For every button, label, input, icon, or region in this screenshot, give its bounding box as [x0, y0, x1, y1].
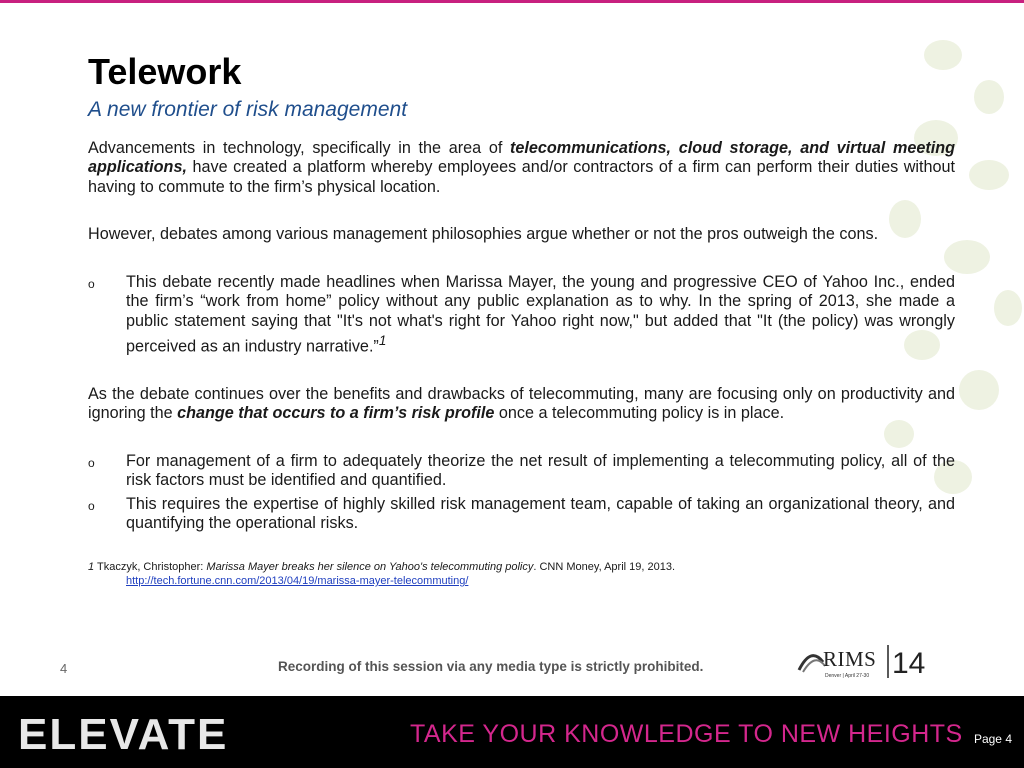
bullet-expertise: o This requires the expertise of highly skilled risk management team, capable of taking an organizational theory, and quantifying the operational risks.: [88, 494, 955, 533]
footer-page-label: Page 4: [973, 732, 1012, 746]
logo-name: RIMS: [823, 647, 877, 671]
paragraph-debate: However, debates among various management philosophies argue whether or not the pros outweigh the cons.: [88, 225, 879, 244]
paragraph-risk-profile: As the debate continues over the benefits and drawbacks of telecommuting, many are focusing only on productivity and ignoring the change that occurs to a firm’s risk profile once a telecommuting policy is in place.: [88, 384, 955, 423]
bullet-marker: o: [88, 455, 95, 470]
slide-subtitle: A new frontier of risk management: [88, 97, 408, 121]
rims-14-logo: [797, 640, 932, 682]
footnote: 1 Tkaczyk, Christopher: Marissa Mayer breaks her silence on Yahoo's telecommuting policy. CNN Money, April 19, 2013. http://tech.fortune.cnn.com/2013/04/19/marissa-mayer-telecommuting/: [88, 560, 676, 587]
footnote-ref: 1: [378, 333, 387, 349]
slide-title: Telework: [88, 51, 242, 92]
logo-year: 14: [892, 647, 926, 680]
bullet-marker: o: [88, 498, 95, 513]
recording-notice: Recording of this session via any media type is strictly prohibited.: [278, 659, 704, 674]
footer-tagline: TAKE YOUR KNOWLEDGE TO NEW HEIGHTS: [410, 720, 963, 748]
footer-banner: [0, 696, 1024, 768]
logo-sub: Denver | April 27-30: [825, 673, 870, 679]
top-accent-rule: [0, 0, 1024, 3]
slide-number: 4: [60, 661, 68, 676]
bullet-management: o For management of a firm to adequately theorize the net result of implementing a telecommuting policy, all of the risk factors must be identified and quantified.: [88, 451, 955, 490]
bullet-marker: o: [88, 276, 95, 291]
bullet-yahoo: o This debate recently made headlines when Marissa Mayer, the young and progressive CEO of Yahoo Inc., ended the firm’s “work from home” policy without any public explanation as to why. In the spring of 2013, she made a public statement saying that "It's not what's right for Yahoo right now," but added that "It (the policy) was wrongly perceived as an industry narrative.”$^1$: [88, 272, 955, 356]
slide-content: [88, 52, 955, 588]
elevate-logo: ELEVATE: [18, 710, 229, 759]
paragraph-intro: Advancements in technology, specifically in the area of telecommunications, cloud storage, and virtual meeting applications, have created a platform whereby employees and/or contractors of a firm can perform their duties without having to commute to the firm’s physical location.: [88, 138, 956, 196]
footnote-link[interactable]: http://tech.fortune.cnn.com/2013/04/19/marissa-mayer-telecommuting/: [126, 574, 469, 587]
